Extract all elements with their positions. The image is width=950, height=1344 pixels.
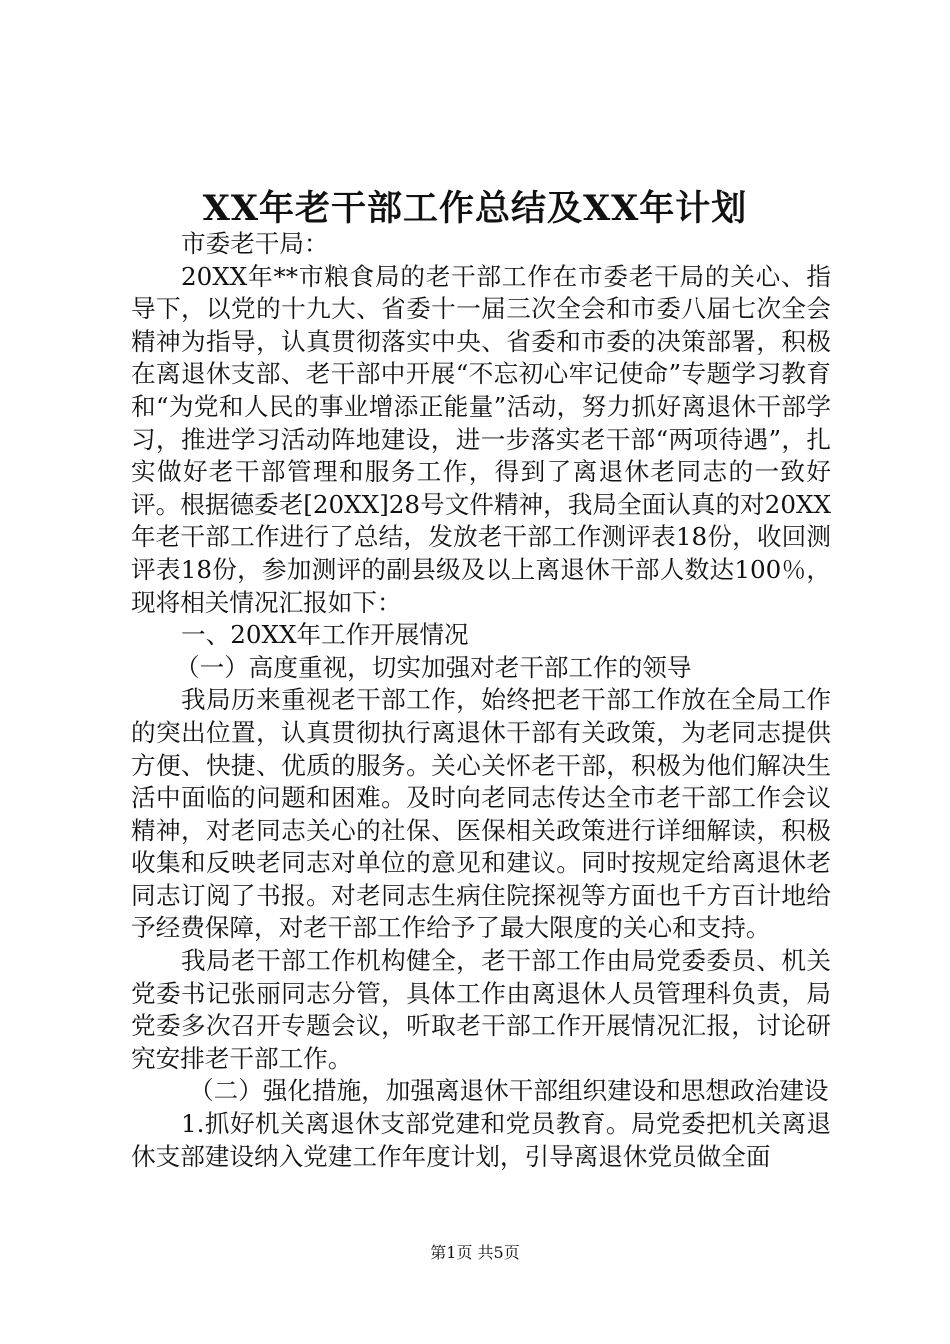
paragraph-leadership: 我局历来重视老干部工作，始终把老干部工作放在全局工作的突出位置，认真贯彻执行离退休干部有关政策，为老同志提供方便、快捷、优质的服务。关心关怀老干部，积极为他们解决生活中面临的问题和困难。及时向老同志传达全市老干部工作会议精神，对老同志关心的社保、医保相关政策进行详细解读，积极收集和反映老同志对单位的意见和建议。同时按规定给离退休老同志订阅了书报。对老同志生病住院探视等方面也千方百计地给予经费保障，对老干部工作给予了最大限度的关心和支持。 (131, 685, 831, 943)
section-heading-1: 一、20XX年工作开展情况 (181, 620, 469, 650)
salutation: 市委老干局： (181, 229, 329, 258)
paragraph-organization: 我局老干部工作机构健全，老干部工作由局党委委员、机关党委书记张丽同志分管，具体工作由离退休人员管理科负责，局党委多次召开专题会议，听取老干部工作开展情况汇报，讨论研究安排老干部工作。 (131, 946, 831, 1073)
subsection-heading-2: （二）强化措施，加强离退休干部组织建设和思想政治建设 (189, 1076, 829, 1106)
paragraph-item-1: 1.抓好机关离退休支部党建和党员教育。局党委把机关离退休支部建设纳入党建工作年度计划，引导离退休党员做全面 (131, 1109, 831, 1171)
subsection-heading-1: （一）高度重视，切实加强对老干部工作的领导 (175, 652, 692, 682)
paragraph-intro: 20XX年**市粮食局的老干部工作在市委老干局的关心、指导下，以党的十九大、省委十一届三次全会和市委八届七次全会精神为指导，认真贯彻落实中央、省委和市委的决策部署，积极在离退休支部、老干部中开展“不忘初心牢记使命”专题学习教育和“为党和人民的事业增添正能量”活动，努力抓好离退休干部学习，推进学习活动阵地建设，进一步落实老干部“两项待遇”，扎实做好老干部管理和服务工作，得到了离退休老同志的一致好评。根据德委老[20XX]28号文件精神，我局全面认真的对20XX年老干部工作进行了总结，发放老干部工作测评表18份，收回测评表18份，参加测评的副县级及以上离退休干部人数达100％，现将相关情况汇报如下： (131, 261, 831, 617)
document-title: XX年老干部工作总结及XX年计划 (202, 188, 748, 229)
document-body (131, 228, 831, 1173)
page-footer: 第1页 共5页 (430, 1243, 520, 1262)
